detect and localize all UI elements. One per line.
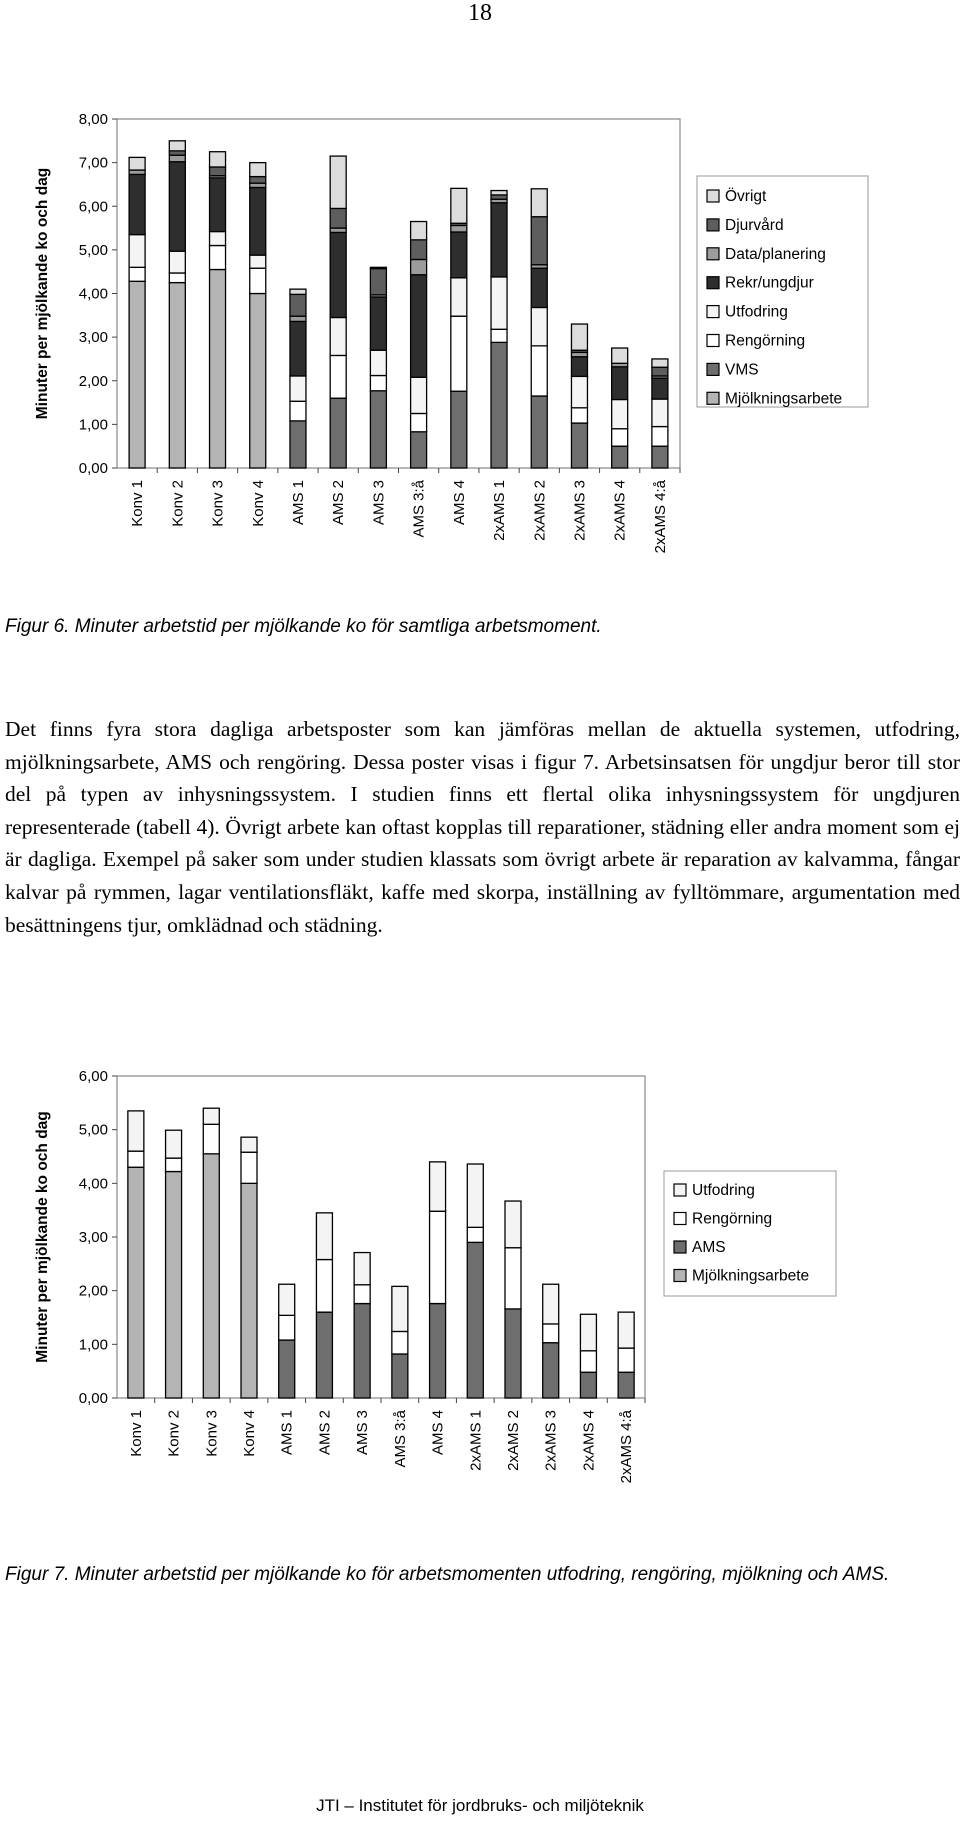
bar-segment-övrigt — [612, 348, 628, 363]
legend-swatch-rekr-ungdjur — [707, 277, 719, 289]
legend-label-övrigt: Övrigt — [725, 188, 767, 205]
legend-label-vms: VMS — [725, 361, 759, 379]
bar-segment-mjölkningsarbete — [166, 1172, 182, 1398]
legend-swatch-utfodring — [707, 306, 719, 318]
bar-segment-rengörning — [467, 1227, 483, 1242]
bar-segment-utfodring — [290, 376, 306, 401]
bar-segment-ams — [279, 1340, 295, 1398]
bar-segment-utfodring — [571, 376, 587, 407]
y-tick-label: 6,00 — [78, 1070, 108, 1085]
x-category-label: 2xAMS 3 — [542, 1410, 560, 1471]
legend-swatch-ams — [674, 1241, 686, 1253]
bar-segment-utfodring — [354, 1253, 370, 1285]
bar-segment-mjölkningsarbete — [129, 281, 145, 468]
bar-segment-övrigt — [652, 359, 668, 367]
bar-segment-utfodring — [612, 400, 628, 429]
legend-label-mjölkningsarbete: Mjölkningsarbete — [692, 1267, 810, 1285]
bar-segment-rengörning — [210, 246, 226, 270]
bar-segment-utfodring — [411, 377, 427, 413]
bar-segment-rengörning — [316, 1260, 332, 1313]
x-category-label: Konv 4 — [249, 480, 267, 527]
bar-segment-rengörning — [451, 316, 467, 391]
bar-segment-mjölkningsarbete — [169, 283, 185, 468]
bar-segment-utfodring — [531, 307, 547, 345]
x-category-label: Konv 2 — [165, 1410, 183, 1457]
y-axis-label: Minuter per mjölkande ko och dag — [34, 167, 51, 420]
bar-segment-vms — [290, 421, 306, 468]
bar-segment-rengörning — [505, 1248, 521, 1309]
bar-segment-rekr-ungdjur — [250, 187, 266, 255]
bar-segment-utfodring — [203, 1108, 219, 1124]
x-category-label: 2xAMS 2 — [505, 1410, 522, 1471]
x-category-label: AMS 1 — [289, 480, 307, 526]
bar-segment-övrigt — [330, 156, 346, 208]
x-category-label: 2xAMS 1 — [467, 1410, 485, 1471]
x-category-label: Konv 2 — [169, 480, 187, 527]
stacked-bar-chart-main-tasks — [0, 1070, 960, 1540]
x-category-label: Konv 3 — [203, 1410, 221, 1457]
bar-segment-rengörning — [166, 1158, 182, 1171]
y-tick-label: 0,00 — [78, 1390, 108, 1407]
y-tick-label: 2,00 — [78, 372, 108, 390]
bar-segment-rengörning — [128, 1151, 144, 1167]
bar-segment-utfodring — [330, 317, 346, 355]
y-tick-label: 4,00 — [78, 285, 108, 303]
bar-segment-ams — [316, 1312, 332, 1398]
bar-segment-övrigt — [169, 141, 185, 151]
y-tick-label: 2,00 — [78, 1282, 108, 1300]
page-number: 18 — [468, 0, 492, 26]
bar-segment-vms — [652, 446, 668, 468]
bar-segment-övrigt — [491, 191, 507, 195]
legend-label-utfodring: Utfodring — [725, 303, 788, 321]
legend-label-mjölkningsarbete: Mjölkningsarbete — [725, 390, 843, 408]
bar-segment-utfodring — [128, 1111, 144, 1151]
y-tick-label: 3,00 — [78, 329, 108, 347]
x-category-label: 2xAMS 4 — [580, 1410, 598, 1471]
bar-segment-övrigt — [129, 157, 145, 170]
y-tick-label: 7,00 — [78, 154, 108, 172]
bar-segment-djurvård — [169, 151, 185, 155]
bar-segment-utfodring — [129, 235, 145, 268]
bar-segment-utfodring — [210, 232, 226, 246]
bar-segment-rekr-ungdjur — [571, 357, 587, 377]
bar-segment-data-planering — [411, 259, 427, 274]
bar-segment-rengörning — [430, 1211, 446, 1303]
bar-segment-utfodring — [543, 1284, 559, 1324]
bar-segment-mjölkningsarbete — [210, 270, 226, 468]
bar-segment-vms — [571, 423, 587, 468]
bar-segment-rengörning — [491, 329, 507, 342]
y-tick-label: 0,00 — [78, 460, 108, 477]
x-category-label: Konv 3 — [209, 480, 227, 527]
bar-segment-rengörning — [618, 1348, 634, 1372]
bar-segment-djurvård — [370, 269, 386, 295]
page-footer: JTI – Institutet för jordbruks- och miljöteknik — [316, 1796, 644, 1815]
y-tick-label: 5,00 — [78, 241, 108, 259]
bar-segment-rengörning — [129, 267, 145, 281]
bar-segment-vms — [330, 398, 346, 468]
bar-segment-utfodring — [652, 399, 668, 426]
y-axis-label: Minuter per mjölkande ko och dag — [34, 1111, 51, 1363]
bar-segment-data-planering — [330, 228, 346, 232]
bar-segment-rengörning — [571, 408, 587, 423]
y-tick-label: 6,00 — [78, 198, 108, 216]
legend-label-rengörning: Rengörning — [725, 332, 806, 350]
bar-segment-rengörning — [580, 1351, 596, 1372]
legend-label-djurvård: Djurvård — [725, 216, 784, 234]
bar-segment-rengörning — [531, 346, 547, 396]
bar-segment-utfodring — [430, 1162, 446, 1211]
bar-segment-övrigt — [250, 163, 266, 177]
y-tick-label: 1,00 — [78, 416, 108, 434]
bar-segment-djurvård — [491, 195, 507, 199]
bar-segment-rengörning — [612, 429, 628, 446]
x-category-label: 2xAMS 4:å — [651, 480, 669, 554]
x-category-label: AMS 1 — [278, 1410, 296, 1456]
bar-segment-rengörning — [290, 401, 306, 421]
bar-segment-djurvård — [531, 217, 547, 265]
bar-segment-övrigt — [411, 222, 427, 240]
bar-segment-djurvård — [210, 167, 226, 176]
bar-segment-rengörning — [370, 376, 386, 391]
y-tick-label: 1,00 — [78, 1336, 108, 1354]
bar-segment-ams — [467, 1242, 483, 1398]
x-category-label: AMS 3:å — [410, 480, 428, 538]
x-category-label: AMS 2 — [330, 480, 348, 526]
bar-segment-ams — [580, 1372, 596, 1398]
bar-segment-utfodring — [467, 1164, 483, 1227]
bar-segment-rengörning — [330, 355, 346, 398]
y-tick-label: 5,00 — [78, 1121, 108, 1139]
bar-segment-mjölkningsarbete — [241, 1183, 257, 1398]
bar-segment-vms — [370, 391, 386, 468]
bar-segment-övrigt — [210, 152, 226, 167]
bar-segment-övrigt — [451, 188, 467, 223]
bar-segment-rengörning — [203, 1124, 219, 1154]
bar-segment-ams — [354, 1304, 370, 1398]
bar-segment-övrigt — [370, 267, 386, 268]
bar-segment-data-planering — [290, 316, 306, 321]
bar-segment-mjölkningsarbete — [203, 1154, 219, 1398]
legend-swatch-rengörning — [674, 1213, 686, 1225]
bar-segment-utfodring — [392, 1286, 408, 1331]
x-category-label: 2xAMS 2 — [531, 480, 549, 541]
bar-segment-djurvård — [652, 367, 668, 376]
bar-segment-mjölkningsarbete — [250, 294, 266, 469]
legend-label-utfodring: Utfodring — [692, 1182, 755, 1199]
legend-swatch-övrigt — [707, 190, 719, 202]
x-category-label: 2xAMS 4:å — [618, 1410, 636, 1484]
x-category-label: Konv 1 — [127, 1410, 145, 1457]
x-category-label: 2xAMS 4 — [611, 480, 629, 541]
bar-segment-rengörning — [652, 427, 668, 447]
y-tick-label: 8,00 — [78, 111, 108, 128]
chart-figure-6 — [0, 92, 960, 592]
bar-segment-utfodring — [370, 350, 386, 375]
bar-segment-övrigt — [290, 289, 306, 294]
legend-swatch-data-planering — [707, 248, 719, 260]
x-category-label: AMS 3:å — [391, 1410, 409, 1468]
figure-7-caption: Figur 7. Minuter arbetstid per mjölkande ko för arbetsmomenten utfodring, rengöring, mjölkning och AMS. — [5, 1564, 890, 1585]
legend-label-rekr-ungdjur: Rekr/ungdjur — [725, 274, 814, 292]
bar-segment-rekr-ungdjur — [330, 232, 346, 317]
bar-segment-utfodring — [250, 255, 266, 268]
figure-6-caption: Figur 6. Minuter arbetstid per mjölkande ko för samtliga arbetsmoment. — [5, 616, 602, 637]
bar-segment-utfodring — [169, 251, 185, 273]
bar-segment-data-planering — [129, 170, 145, 174]
bar-segment-ams — [543, 1343, 559, 1398]
bar-segment-djurvård — [290, 294, 306, 316]
bar-segment-rekr-ungdjur — [411, 275, 427, 378]
bar-segment-ams — [430, 1304, 446, 1398]
bar-segment-utfodring — [279, 1284, 295, 1315]
bar-segment-rekr-ungdjur — [370, 297, 386, 350]
bar-segment-vms — [531, 396, 547, 468]
bar-segment-vms — [451, 391, 467, 468]
bar-segment-rekr-ungdjur — [612, 367, 628, 400]
bar-segment-utfodring — [241, 1137, 257, 1152]
bar-segment-rengörning — [279, 1315, 295, 1340]
x-category-label: AMS 3 — [370, 480, 388, 526]
legend-swatch-mjölkningsarbete — [674, 1270, 686, 1282]
bar-segment-vms — [411, 432, 427, 468]
bar-segment-rekr-ungdjur — [129, 174, 145, 234]
legend-swatch-djurvård — [707, 219, 719, 231]
bar-segment-rekr-ungdjur — [652, 378, 668, 399]
bar-segment-utfodring — [505, 1201, 521, 1248]
x-category-label: 2xAMS 1 — [491, 480, 509, 541]
bar-segment-mjölkningsarbete — [128, 1167, 144, 1398]
bar-segment-data-planering — [451, 225, 467, 232]
bar-segment-rekr-ungdjur — [169, 162, 185, 251]
plot-area — [117, 119, 680, 468]
stacked-bar-chart-all-tasks — [0, 92, 960, 592]
bar-segment-rengörning — [354, 1285, 370, 1304]
x-category-label: 2xAMS 3 — [571, 480, 589, 541]
bar-segment-djurvård — [411, 240, 427, 260]
x-category-label: AMS 4 — [429, 1410, 447, 1456]
bar-segment-rekr-ungdjur — [451, 232, 467, 278]
legend-label-data-planering: Data/planering — [725, 245, 826, 263]
bar-segment-rengörning — [411, 413, 427, 431]
bar-segment-utfodring — [451, 278, 467, 316]
bar-segment-utfodring — [618, 1312, 634, 1348]
chart-figure-7 — [0, 1070, 960, 1540]
bar-segment-vms — [612, 446, 628, 468]
body-paragraph — [5, 713, 960, 941]
bar-segment-utfodring — [491, 277, 507, 329]
bar-segment-djurvård — [330, 208, 346, 228]
bar-segment-rekr-ungdjur — [531, 268, 547, 307]
bar-segment-rekr-ungdjur — [210, 178, 226, 232]
x-category-label: AMS 3 — [354, 1410, 372, 1456]
bar-segment-data-planering — [169, 155, 185, 162]
body-paragraph-text: Det finns fyra stora dagliga arbetsposter som kan jämföras mellan de aktuella systemen, utfodring, mjölkningsarbete, AMS och rengöring. Dessa poster visas i figur 7. Arbetsinsatsen för ungdjur beror till stor del på typen av inhysningssystem. I studien finns ett flertal olika inhysningssystem för ungdjuren representerade (tabell 4). Övrigt arbete kan oftast kopplas till reparationer, städning eller andra moment som ej är dagliga. Exempel på saker som under studien klassats som övrigt arbete är reparation av kalvamma, fångar kalvar på rymmen, lagar ventilationsfläkt, kaffe med skorpa, inställning av fylltömmare, argumentation med besättningens tjur, omklädnad och städning. — [5, 717, 960, 937]
bar-segment-ams — [618, 1372, 634, 1398]
bar-segment-rekr-ungdjur — [290, 321, 306, 376]
legend-swatch-mjölkningsarbete — [707, 392, 719, 404]
bar-segment-ams — [392, 1354, 408, 1398]
legend-label-ams: AMS — [692, 1239, 726, 1256]
bar-segment-övrigt — [571, 324, 587, 350]
bar-segment-rengörning — [241, 1152, 257, 1183]
bar-segment-data-planering — [250, 183, 266, 187]
legend-swatch-vms — [707, 363, 719, 375]
x-category-label: AMS 4 — [450, 480, 468, 526]
bar-segment-utfodring — [166, 1130, 182, 1158]
bar-segment-rengörning — [169, 273, 185, 283]
bar-segment-utfodring — [316, 1213, 332, 1260]
x-category-label: Konv 4 — [241, 1410, 258, 1457]
y-tick-label: 4,00 — [78, 1175, 108, 1193]
y-tick-label: 3,00 — [78, 1229, 108, 1246]
x-category-label: Konv 1 — [129, 480, 147, 527]
legend-swatch-rengörning — [707, 335, 719, 347]
plot-area — [117, 1076, 645, 1398]
bar-segment-ams — [505, 1309, 521, 1398]
bar-segment-rengörning — [543, 1324, 559, 1343]
x-category-label: AMS 2 — [316, 1410, 334, 1456]
bar-segment-vms — [491, 342, 507, 468]
bar-segment-rengörning — [250, 268, 266, 293]
bar-segment-rengörning — [392, 1331, 408, 1354]
bar-segment-övrigt — [531, 189, 547, 217]
legend-swatch-utfodring — [674, 1184, 686, 1196]
bar-segment-rekr-ungdjur — [491, 203, 507, 277]
bar-segment-utfodring — [580, 1314, 596, 1350]
legend-label-rengörning: Rengörning — [692, 1210, 773, 1228]
bar-segment-data-planering — [571, 352, 587, 356]
bar-segment-djurvård — [250, 177, 266, 184]
